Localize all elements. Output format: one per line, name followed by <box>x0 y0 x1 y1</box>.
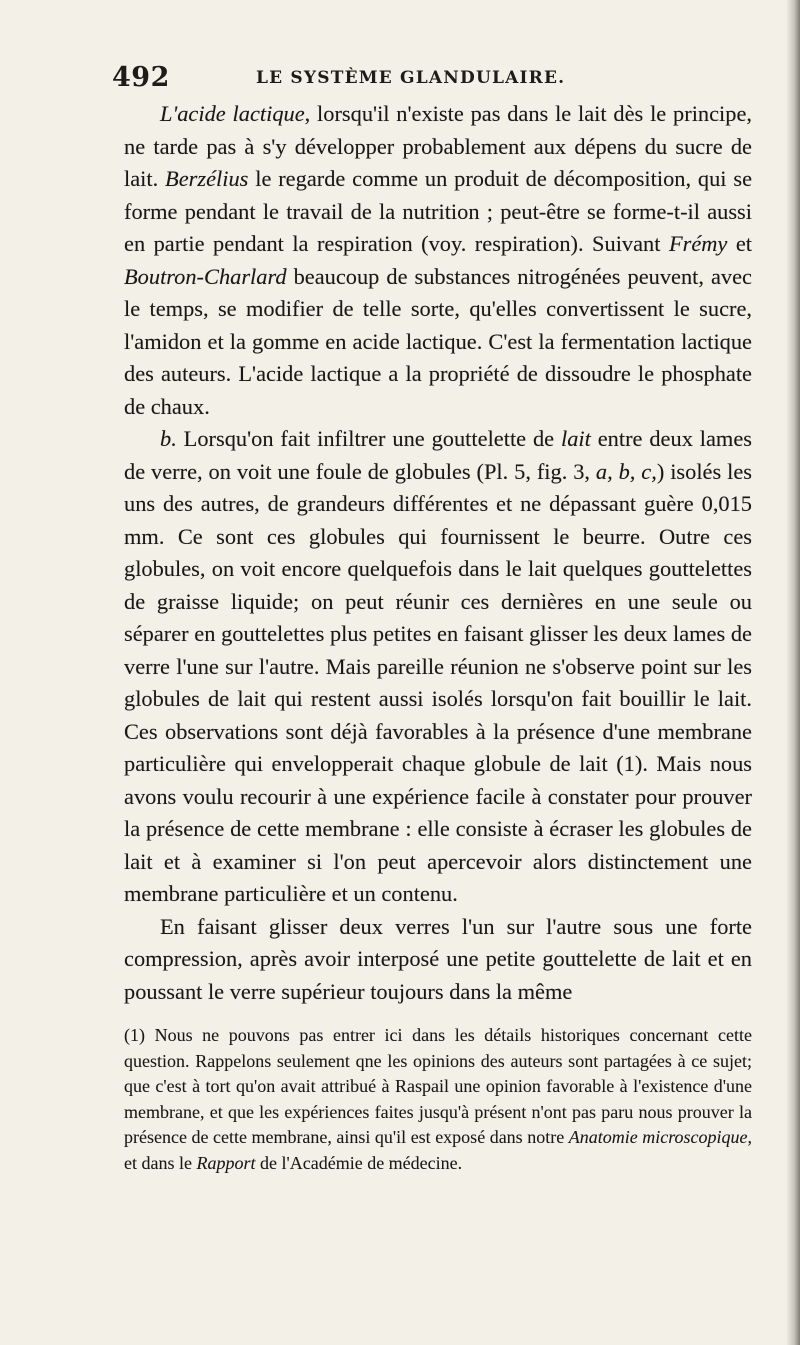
section-label: b. <box>160 426 177 451</box>
text-run: Lorsqu'on fait infiltrer une gouttelette de <box>176 426 561 451</box>
emphasized-word: lait <box>561 426 591 451</box>
page-header <box>112 62 752 92</box>
paragraph-compression <box>124 911 752 1009</box>
footnote <box>124 1023 752 1176</box>
text-run: , lorsqu'il n'existe pas dans le lait dès le principe, ne tarde pas à s'y développer probablement aux dépens du sucre de lait. <box>124 101 752 191</box>
text-run: , et dans le <box>124 1127 753 1173</box>
text-run: (1) Nous ne pouvons pas entrer ici dans les détails historiques concernant cette question. Rappelons seulement qne les opinions des auteurs sont partagées à ce sujet; que c'est à tort qu'on avait attribué à Raspail une opinion favorable à l'existence d'une membrane, et que les expériences faites jusqu'à présent n'ont pas paru nous prouver la présence de cette membrane, ainsi qu'il est exposé dans notre <box>124 1025 752 1147</box>
footnote-paragraph <box>124 1023 752 1176</box>
text-run: le regarde comme un produit de décomposition, qui se forme pendant le travail de la nutrition ; peut-être se forme-t-il aussi en partie pendant la respiration (voy. respiration). Suivant <box>124 166 753 256</box>
subject-term: L'acide lactique <box>160 101 305 126</box>
author-name: Frémy <box>668 231 728 256</box>
text-run: En faisant glisser deux verres l'un sur l'autre sous une forte compression, après avoir interposé une petite gouttelette de lait et en poussant le verre supérieur toujours dans la même <box>124 913 752 1004</box>
running-head: LE SYSTÈME GLANDULAIRE. <box>256 68 566 88</box>
text-run: et <box>727 231 752 256</box>
text-run: entre deux lames de verre, on voit une foule de globules (Pl. 5, fig. 3, <box>124 426 752 484</box>
work-title: Anatomie microscopique <box>568 1127 748 1147</box>
author-name: Boutron-Charlard <box>124 263 287 289</box>
text-run: de l'Académie de médecine. <box>255 1152 463 1173</box>
body-text <box>124 98 752 1008</box>
page-edge-shadow <box>786 0 800 1345</box>
paragraph-milk-globules <box>124 423 752 911</box>
text-run: ) isolés les uns des autres, de grandeurs différentes et ne dépassant guère 0,015 mm. Ce sont ces globules qui fournissent le beurre. Outre ces globules, on voit encore quelquefois dans le lait quelques gouttelettes de graisse liquide; on peut réunir ces dernières en une seule ou séparer en gouttelettes plus petites en faisant glisser les deux lames de verre l'une sur l'autre. Mais pareille réunion ne s'observe point sur les globules de lait qui restent aussi isolés lorsqu'on fait bouillir le lait. Ces observations sont déjà favorables à la présence d'une membrane particulière qui envelopperait chaque globule de lait (1). Mais nous avons voulu recourir à une expérience facile à constater pour prouver la présence de cette membrane : elle consiste à écraser les globules de lait et à examiner si l'on peut apercevoir alors distinctement une membrane particulière et un contenu. <box>124 458 752 906</box>
text-run: beaucoup de substances nitrogénées peuvent, avec le temps, se modifier de telle sorte, qu'elles convertissent le sucre, l'amidon et la gomme en acide lactique. C'est la fermentation lactique des auteurs. L'acide lactique a la propriété de dissoudre le phosphate de chaux. <box>124 263 752 419</box>
work-title: Rapport <box>196 1152 256 1173</box>
author-name: Berzélius <box>165 166 249 191</box>
page-number: 492 <box>112 62 170 93</box>
figure-references: a, b, c, <box>595 458 657 484</box>
paragraph-lactic-acid <box>124 98 752 423</box>
